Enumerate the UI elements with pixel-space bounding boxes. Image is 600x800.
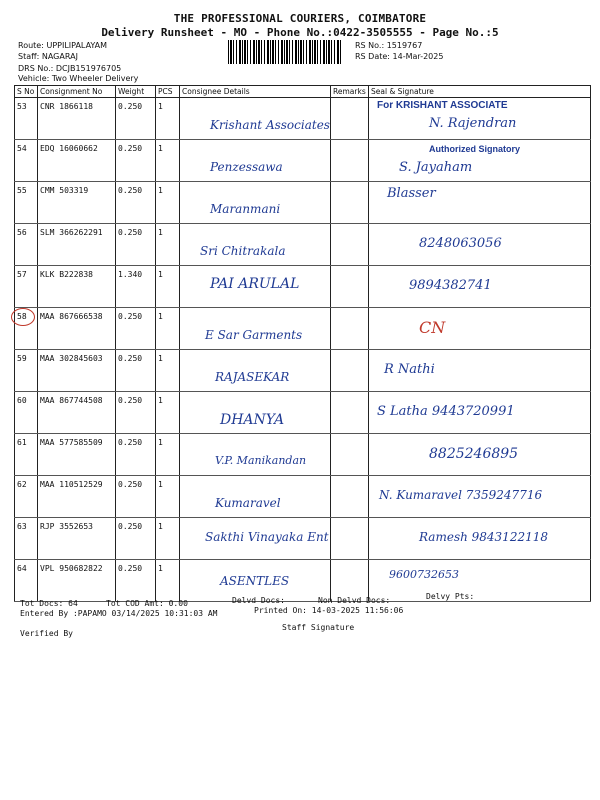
row-sno: 60	[15, 392, 38, 434]
row-remarks	[331, 518, 369, 560]
row-consignment-no: RJP 3552653	[38, 518, 116, 560]
signature-handwriting: S Latha 9443720991	[377, 404, 515, 419]
row-consignee-cell	[180, 434, 331, 476]
row-signature-cell	[369, 434, 591, 476]
row-pcs: 1	[156, 140, 180, 182]
row-signature-cell	[369, 308, 591, 350]
signature-handwriting: N. Rajendran	[429, 116, 517, 131]
company-title: THE PROFESSIONAL COURIERS, COIMBATORE	[173, 12, 427, 25]
red-circle-mark	[11, 308, 35, 326]
row-weight: 0.250	[116, 434, 156, 476]
row-signature-cell	[369, 182, 591, 224]
row-consignment-no: MAA 302845603	[38, 350, 116, 392]
row-remarks	[331, 182, 369, 224]
row-remarks	[331, 392, 369, 434]
drs-number: DRS No.: DCJB151976705	[18, 64, 122, 73]
signature-handwriting: N. Kumaravel 7359247716	[379, 488, 543, 502]
table-row	[15, 392, 591, 434]
row-consignment-no: EDQ 16060662	[38, 140, 116, 182]
table-row	[15, 476, 591, 518]
company-stamp-text: For KRISHANT ASSOCIATE	[377, 100, 508, 111]
row-sno-text: 58	[17, 312, 27, 321]
row-consignee-cell	[180, 182, 331, 224]
consignee-handwriting: Kumaravel	[215, 496, 281, 510]
row-consignee-cell	[180, 518, 331, 560]
non-delivered-docs: Non Delvd Docs:	[318, 596, 391, 605]
row-consignee-cell	[180, 224, 331, 266]
printed-on: Printed On: 14-03-2025 11:56:06	[254, 606, 404, 615]
staff-label: Staff: NAGARAJ	[18, 52, 78, 61]
delivered-docs: Delvd Docs:	[232, 596, 285, 605]
verified-by-label: Verified By	[20, 629, 73, 638]
runsheet-subtitle: Delivery Runsheet - MO - Phone No.:0422-3505555 - Page No.:5	[101, 26, 499, 39]
table-row	[15, 224, 591, 266]
row-pcs: 1	[156, 560, 180, 602]
row-weight: 0.250	[116, 224, 156, 266]
row-pcs: 1	[156, 434, 180, 476]
row-signature-cell	[369, 350, 591, 392]
row-sno	[15, 308, 38, 350]
row-sno: 63	[15, 518, 38, 560]
col-header-sno: S No	[15, 86, 38, 98]
row-sno: 56	[15, 224, 38, 266]
row-remarks	[331, 98, 369, 140]
row-weight: 0.250	[116, 98, 156, 140]
row-pcs: 1	[156, 350, 180, 392]
barcode-image	[228, 40, 342, 64]
row-sno: 57	[15, 266, 38, 308]
col-header-consignment: Consignment No	[38, 86, 116, 98]
col-header-remarks: Remarks	[331, 86, 369, 98]
row-signature-cell	[369, 224, 591, 266]
table-row	[15, 518, 591, 560]
table-header-row	[15, 86, 591, 98]
vehicle-label: Vehicle: Two Wheeler Delivery	[18, 74, 139, 83]
row-weight: 0.250	[116, 308, 156, 350]
row-signature-cell	[369, 476, 591, 518]
total-cod-amount: Tot COD Amt: 0.00	[106, 599, 188, 608]
row-consignee-cell	[180, 266, 331, 308]
row-remarks	[331, 476, 369, 518]
row-weight: 0.250	[116, 518, 156, 560]
consignee-handwriting: E Sar Garments	[205, 328, 303, 342]
row-consignee-cell	[180, 392, 331, 434]
consignee-handwriting: RAJASEKAR	[215, 370, 290, 384]
runsheet-table	[14, 85, 591, 602]
table-row	[15, 308, 591, 350]
row-consignment-no: MAA 867666538	[38, 308, 116, 350]
row-consignment-no: MAA 110512529	[38, 476, 116, 518]
consignee-handwriting: DHANYA	[220, 412, 285, 428]
row-consignee-cell	[180, 140, 331, 182]
table-row	[15, 560, 591, 602]
row-sno: 54	[15, 140, 38, 182]
row-consignee-cell	[180, 476, 331, 518]
signature-handwriting: Blasser	[387, 186, 436, 201]
consignee-handwriting: Krishant Associates	[210, 118, 330, 132]
delivery-points: Delvy Pts:	[426, 592, 475, 601]
consignee-handwriting: ASENTLES	[220, 574, 290, 588]
row-weight: 0.250	[116, 350, 156, 392]
signature-handwriting: 9894382741	[409, 278, 492, 293]
row-signature-cell	[369, 392, 591, 434]
consignee-handwriting: Penzessawa	[210, 160, 283, 174]
row-pcs: 1	[156, 308, 180, 350]
consignee-handwriting: V.P. Manikandan	[215, 454, 307, 467]
row-consignee-cell	[180, 98, 331, 140]
row-consignment-no: SLM 366262291	[38, 224, 116, 266]
row-sno: 55	[15, 182, 38, 224]
signature-handwriting: 8825246895	[429, 446, 519, 462]
signature-handwriting: 8248063056	[419, 236, 502, 251]
row-signature-cell	[369, 560, 591, 602]
signature-handwriting: R Nathi	[384, 362, 435, 377]
row-pcs: 1	[156, 266, 180, 308]
row-sno: 61	[15, 434, 38, 476]
row-signature-cell	[369, 98, 591, 140]
authorized-signatory-stamp: Authorized Signatory	[429, 144, 521, 154]
row-weight: 0.250	[116, 392, 156, 434]
red-cn-mark: CN	[419, 318, 446, 337]
consignee-handwriting: Sri Chitrakala	[200, 244, 286, 258]
table-row	[15, 140, 591, 182]
signature-handwriting: 9600732653	[389, 568, 459, 581]
row-pcs: 1	[156, 476, 180, 518]
table-row	[15, 266, 591, 308]
row-remarks	[331, 266, 369, 308]
row-pcs: 1	[156, 392, 180, 434]
row-sno: 59	[15, 350, 38, 392]
row-weight: 0.250	[116, 560, 156, 602]
row-consignment-no: MAA 867744508	[38, 392, 116, 434]
col-header-weight: Weight	[116, 86, 156, 98]
row-signature-cell	[369, 266, 591, 308]
row-pcs: 1	[156, 224, 180, 266]
row-pcs: 1	[156, 98, 180, 140]
consignee-handwriting: Sakthi Vinayaka Ent	[205, 530, 329, 544]
row-remarks	[331, 140, 369, 182]
row-consignee-cell	[180, 308, 331, 350]
signature-handwriting: Ramesh 9843122118	[419, 530, 548, 544]
table-row	[15, 350, 591, 392]
rs-date: RS Date: 14-Mar-2025	[355, 52, 444, 61]
col-header-pcs: PCS	[156, 86, 180, 98]
row-signature-cell	[369, 140, 591, 182]
row-consignee-cell	[180, 350, 331, 392]
consignee-handwriting: Maranmani	[210, 202, 281, 216]
row-sno: 53	[15, 98, 38, 140]
entered-by: Entered By :PAPAMO 03/14/2025 10:31:03 AM	[20, 609, 218, 618]
consignee-handwriting: PAI ARULAL	[210, 276, 300, 292]
row-remarks	[331, 308, 369, 350]
row-weight: 1.340	[116, 266, 156, 308]
row-sno: 64	[15, 560, 38, 602]
col-header-consignee: Consignee Details	[180, 86, 331, 98]
total-docs: Tot Docs: 64	[20, 599, 78, 608]
table-row	[15, 98, 591, 140]
row-pcs: 1	[156, 518, 180, 560]
row-consignment-no: MAA 577585509	[38, 434, 116, 476]
table-row	[15, 434, 591, 476]
row-sno: 62	[15, 476, 38, 518]
row-remarks	[331, 224, 369, 266]
row-consignment-no: CNR 1866118	[38, 98, 116, 140]
row-pcs: 1	[156, 182, 180, 224]
row-remarks	[331, 350, 369, 392]
table-row	[15, 182, 591, 224]
staff-signature-label: Staff Signature	[282, 623, 355, 632]
row-weight: 0.250	[116, 140, 156, 182]
signature-handwriting: S. Jayaham	[399, 160, 473, 175]
row-consignment-no: KLK B222838	[38, 266, 116, 308]
row-consignment-no: CMM 503319	[38, 182, 116, 224]
rs-number: RS No.: 1519767	[355, 41, 423, 50]
col-header-signature: Seal & Signature	[369, 86, 591, 98]
route-label: Route: UPPILIPALAYAM	[18, 41, 108, 50]
row-weight: 0.250	[116, 182, 156, 224]
row-signature-cell	[369, 518, 591, 560]
row-remarks	[331, 434, 369, 476]
row-weight: 0.250	[116, 476, 156, 518]
row-consignment-no: VPL 950682822	[38, 560, 116, 602]
